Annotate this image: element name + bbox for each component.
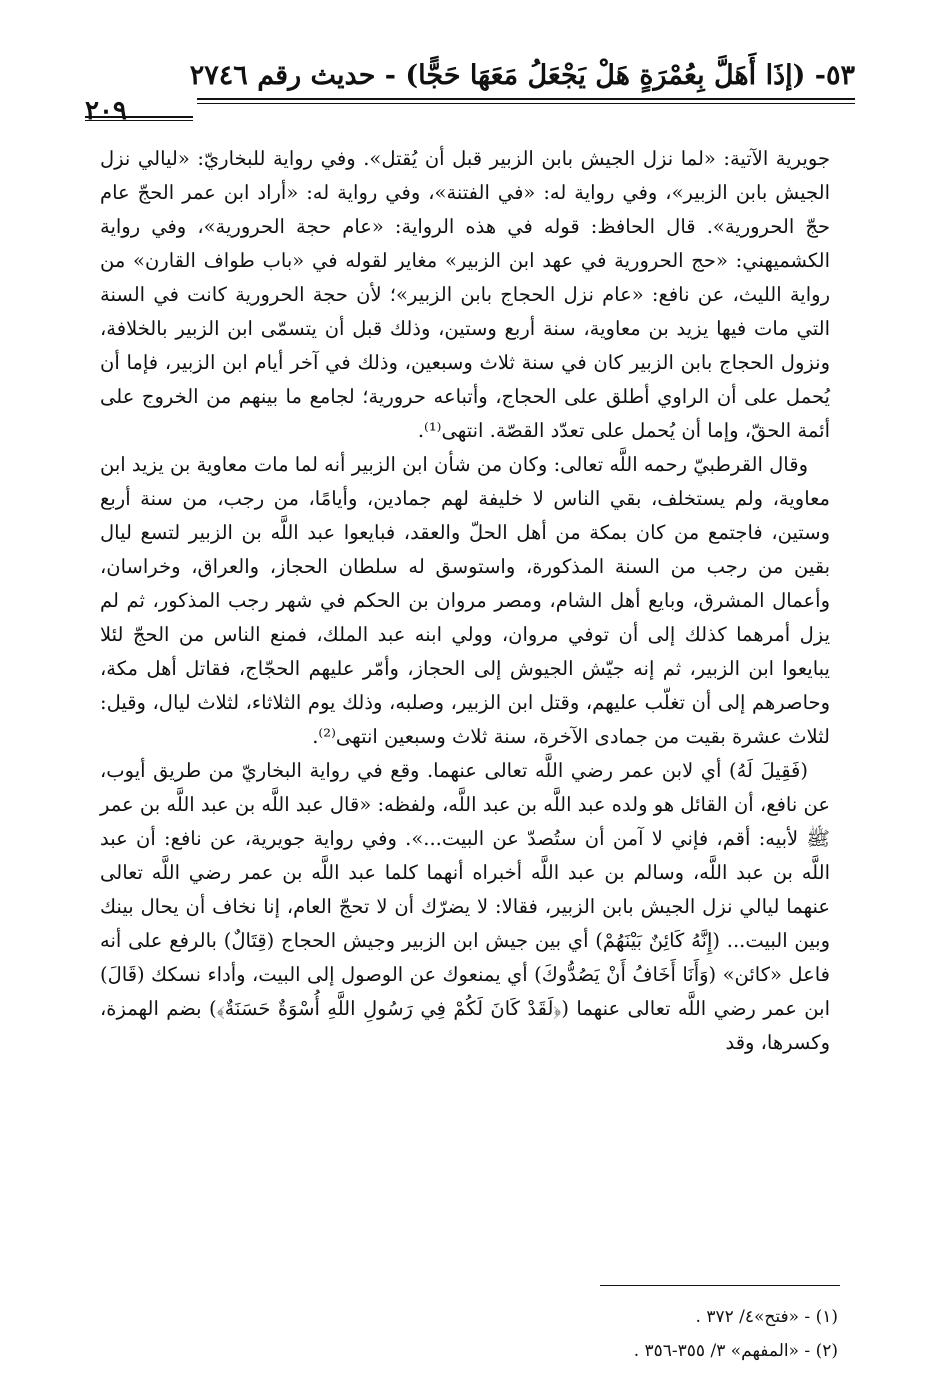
page-number: ٢٠٩ xyxy=(85,96,127,126)
footnote-divider xyxy=(600,1285,840,1286)
page-number-rule xyxy=(85,116,193,121)
paragraph-3: (فَقِيلَ لَهُ) أي لابن عمر رضي اللَّه تعالى عنهما. وقع في رواية البخاريّ من طريق أيوب، عن نافع، أن القائل هو ولده عبد اللَّه بن عبد اللَّه، ولفظه: «قال عبد اللَّه بن عبد اللَّه بن عمر ﷺ لأبيه: أقم، فإني لا آمن أن ستُصدّ عن البيت...». وفي رواية جويرية، عن نافع: أن عبد اللَّه بن عبد اللَّه، وسالم بن عبد اللَّه أخبراه أنهما كلما عبد اللَّه بن عمر رضي اللَّه تعالى عنهما ليالي نزل الجيش بابن الزبير، فقالا: لا يضرّك أن لا تحجّ العام، إنا نخاف أن يحال بينك وبين البيت... (إِنَّهُ كَائِنٌ بَيْنَهُمْ) أي بين جيش ابن الزبير وجيش الحجاج (قِتَالٌ) بالرفع على أنه فاعل «كائن» (وَأَنَا أَخَافُ أَنْ يَصُدُّوكَ) أي يمنعوك عن الوصول إلى البيت، وأداء نسكك (قَالَ) ابن عمر رضي اللَّه تعالى عنهما (﴿لَقَدْ كَانَ لَكُمْ فِي رَسُولِ اللَّهِ أُسْوَةٌ حَسَنَةٌ﴾) بضم الهمزة، وكسرها، وقد xyxy=(100,759,830,1054)
footnotes xyxy=(108,1300,838,1368)
main-text xyxy=(100,142,830,1060)
page-header xyxy=(85,60,855,126)
footnote-2: (٢) - «المفهم» ٣/ ٣٥٥-٣٥٦ . xyxy=(633,1341,838,1361)
paragraph-2: وقال القرطبيّ رحمه اللَّه تعالى: وكان من شأن ابن الزبير أنه لما مات معاوية بن يزيد ابن معاوية، ولم يستخلف، بقي الناس لا خليفة لهم جمادين، وأيامًا، من رجب، من سنة أربع وستين، فاجتمع من كان بمكة من أهل الحلّ والعقد، فبايعوا عبد اللَّه بن الزبير لتسع ليال بقين من رجب من السنة المذكورة، واستوسق له سلطان الحجاز، والعراق، وخراسان، وأعمال المشرق، وبايع أهل الشام، ومصر مروان بن الحكم في شهر رجب المذكور، ثم لم يزل أمرهما كذلك إلى أن توفي مروان، وولي ابنه عبد الملك، فمنع الناس من الحجّ لئلا يبايعوا ابن الزبير، ثم إنه جيّش الجيوش إلى الحجاز، وأمّر عليهم الحجّاج، فقاتل أهل مكة، وحاصرهم إلى أن تغلّب عليهم، وقتل ابن الزبير، وصلبه، وذلك يوم الثلاثاء، لثلاث ليال، وقيل: لثلاث عشرة بقيت من جمادى الآخرة، سنة ثلاث وسبعين انتهى⁽²⁾. xyxy=(100,453,830,748)
footnote-1: (١) - «فتح»٤/ ٣٧٢ . xyxy=(695,1307,838,1327)
chapter-title: ٥٣- (إذَا أَهَلَّ بِعُمْرَةٍ هَلْ يَجْعَلُ مَعَهَا حَجًّا) - حديث رقم ٢٧٤٦ xyxy=(189,60,855,91)
header-rule xyxy=(197,98,855,104)
paragraph-1: جويرية الآتية: «لما نزل الجيش بابن الزبير قبل أن يُقتل». وفي رواية للبخاريّ: «ليالي نزل الجيش بابن الزبير»، وفي رواية له: «في الفتنة»، وفي رواية له: «أراد ابن عمر الحجّ عام حجّ الحرورية». قال الحافظ: قوله في هذه الرواية: «عام حجة الحرورية»، وفي رواية الكشميهني: «حج الحرورية في عهد ابن الزبير» مغاير لقوله في «باب طواف القارن» من رواية الليث، عن نافع: «عام نزل الحجاج بابن الزبير»؛ لأن حجة الحرورية كانت في السنة التي مات فيها يزيد بن معاوية، سنة أربع وستين، وذلك قبل أن يتسمّى ابن الزبير بالخلافة، ونزول الحجاج بابن الزبير كان في سنة ثلاث وسبعين، وذلك في آخر أيام ابن الزبير، فإما أن يُحمل على أن الراوي أطلق على الحجاج، وأتباعه حرورية؛ لجامع ما بينهم من الخروج على أئمة الحقّ، وإما أن يُحمل على تعدّد القصّة. انتهى⁽¹⁾. xyxy=(100,147,830,442)
